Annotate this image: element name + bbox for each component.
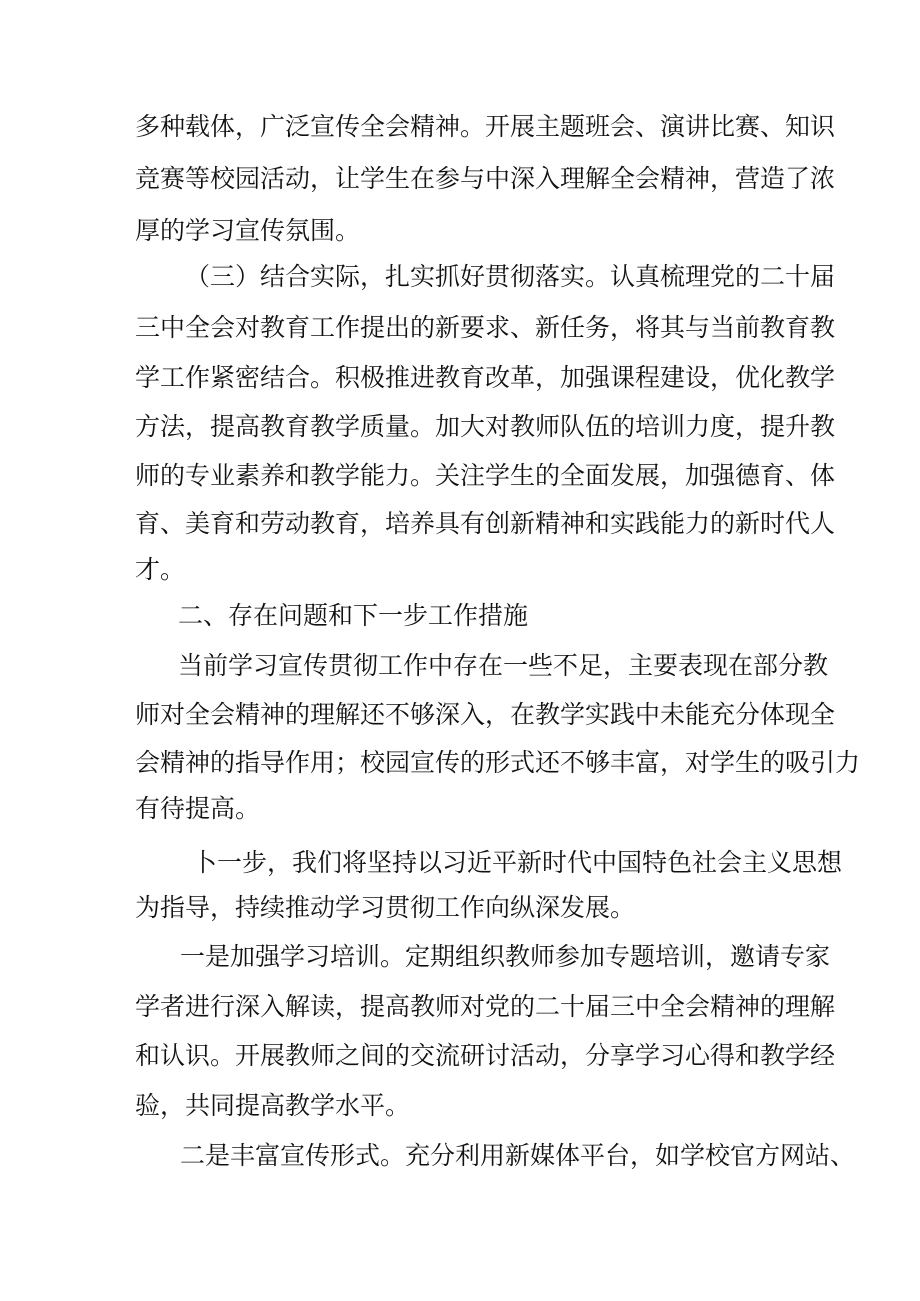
section-heading: 二、存在问题和下一步工作措施 [178,601,529,630]
text-line: 厚的学习宣传氛围。 [135,216,361,245]
text-line: 学工作紧密结合。积极推进教育改革，加强课程建设，优化教学 [135,363,836,392]
text-line: 三中全会对教育工作提出的新要求、新任务，将其与当前教育教 [135,313,836,342]
text-line: 为指导，持续推动学习贯彻工作向纵深发展。 [135,893,636,922]
text-line: 方法，提高教育教学质量。加大对教师队伍的培训力度，提升教 [135,412,836,441]
text-line: 一是加强学习培训。定期组织教师参加专题培训，邀请专家 [180,942,831,971]
text-line: 育、美育和劳动教育，培养具有创新精神和实践能力的新时代人 [135,509,836,538]
text-line: （三）结合实际，扎实抓好贯彻落实。认真梳理党的二十届 [185,262,836,291]
text-line: 师的专业素养和教学能力。关注学生的全面发展，加强德育、体 [135,461,836,490]
text-line: 才。 [135,555,186,584]
text-line: 当前学习宣传贯彻工作中存在一些不足，主要表现在部分教 [178,651,829,680]
text-line: 有待提高。 [135,794,261,823]
text-line: 和认识。开展教师之间的交流研讨活动，分享学习心得和教学经 [135,1041,836,1070]
text-line: 二是丰富宣传形式。充分利用新媒体平台，如学校官方网站、 [180,1141,856,1170]
text-line: 验，共同提高教学水平。 [135,1091,411,1120]
text-line: 师对全会精神的理解还不够深入，在教学实践中未能充分体现全 [135,700,836,729]
text-line: 多种载体，广泛宣传全会精神。开展主题班会、演讲比赛、知识 [135,112,836,141]
text-line: 卜一步，我们将坚持以习近平新时代中国特色社会主义思想 [192,848,843,877]
text-line: 会精神的指导作用；校园宣传的形式还不够丰富，对学生的吸引力 [135,748,861,777]
text-line: 学者进行深入解读，提高教师对党的二十届三中全会精神的理解 [135,992,836,1021]
text-line: 竞赛等校园活动，让学生在参与中深入理解全会精神，营造了浓 [135,164,836,193]
